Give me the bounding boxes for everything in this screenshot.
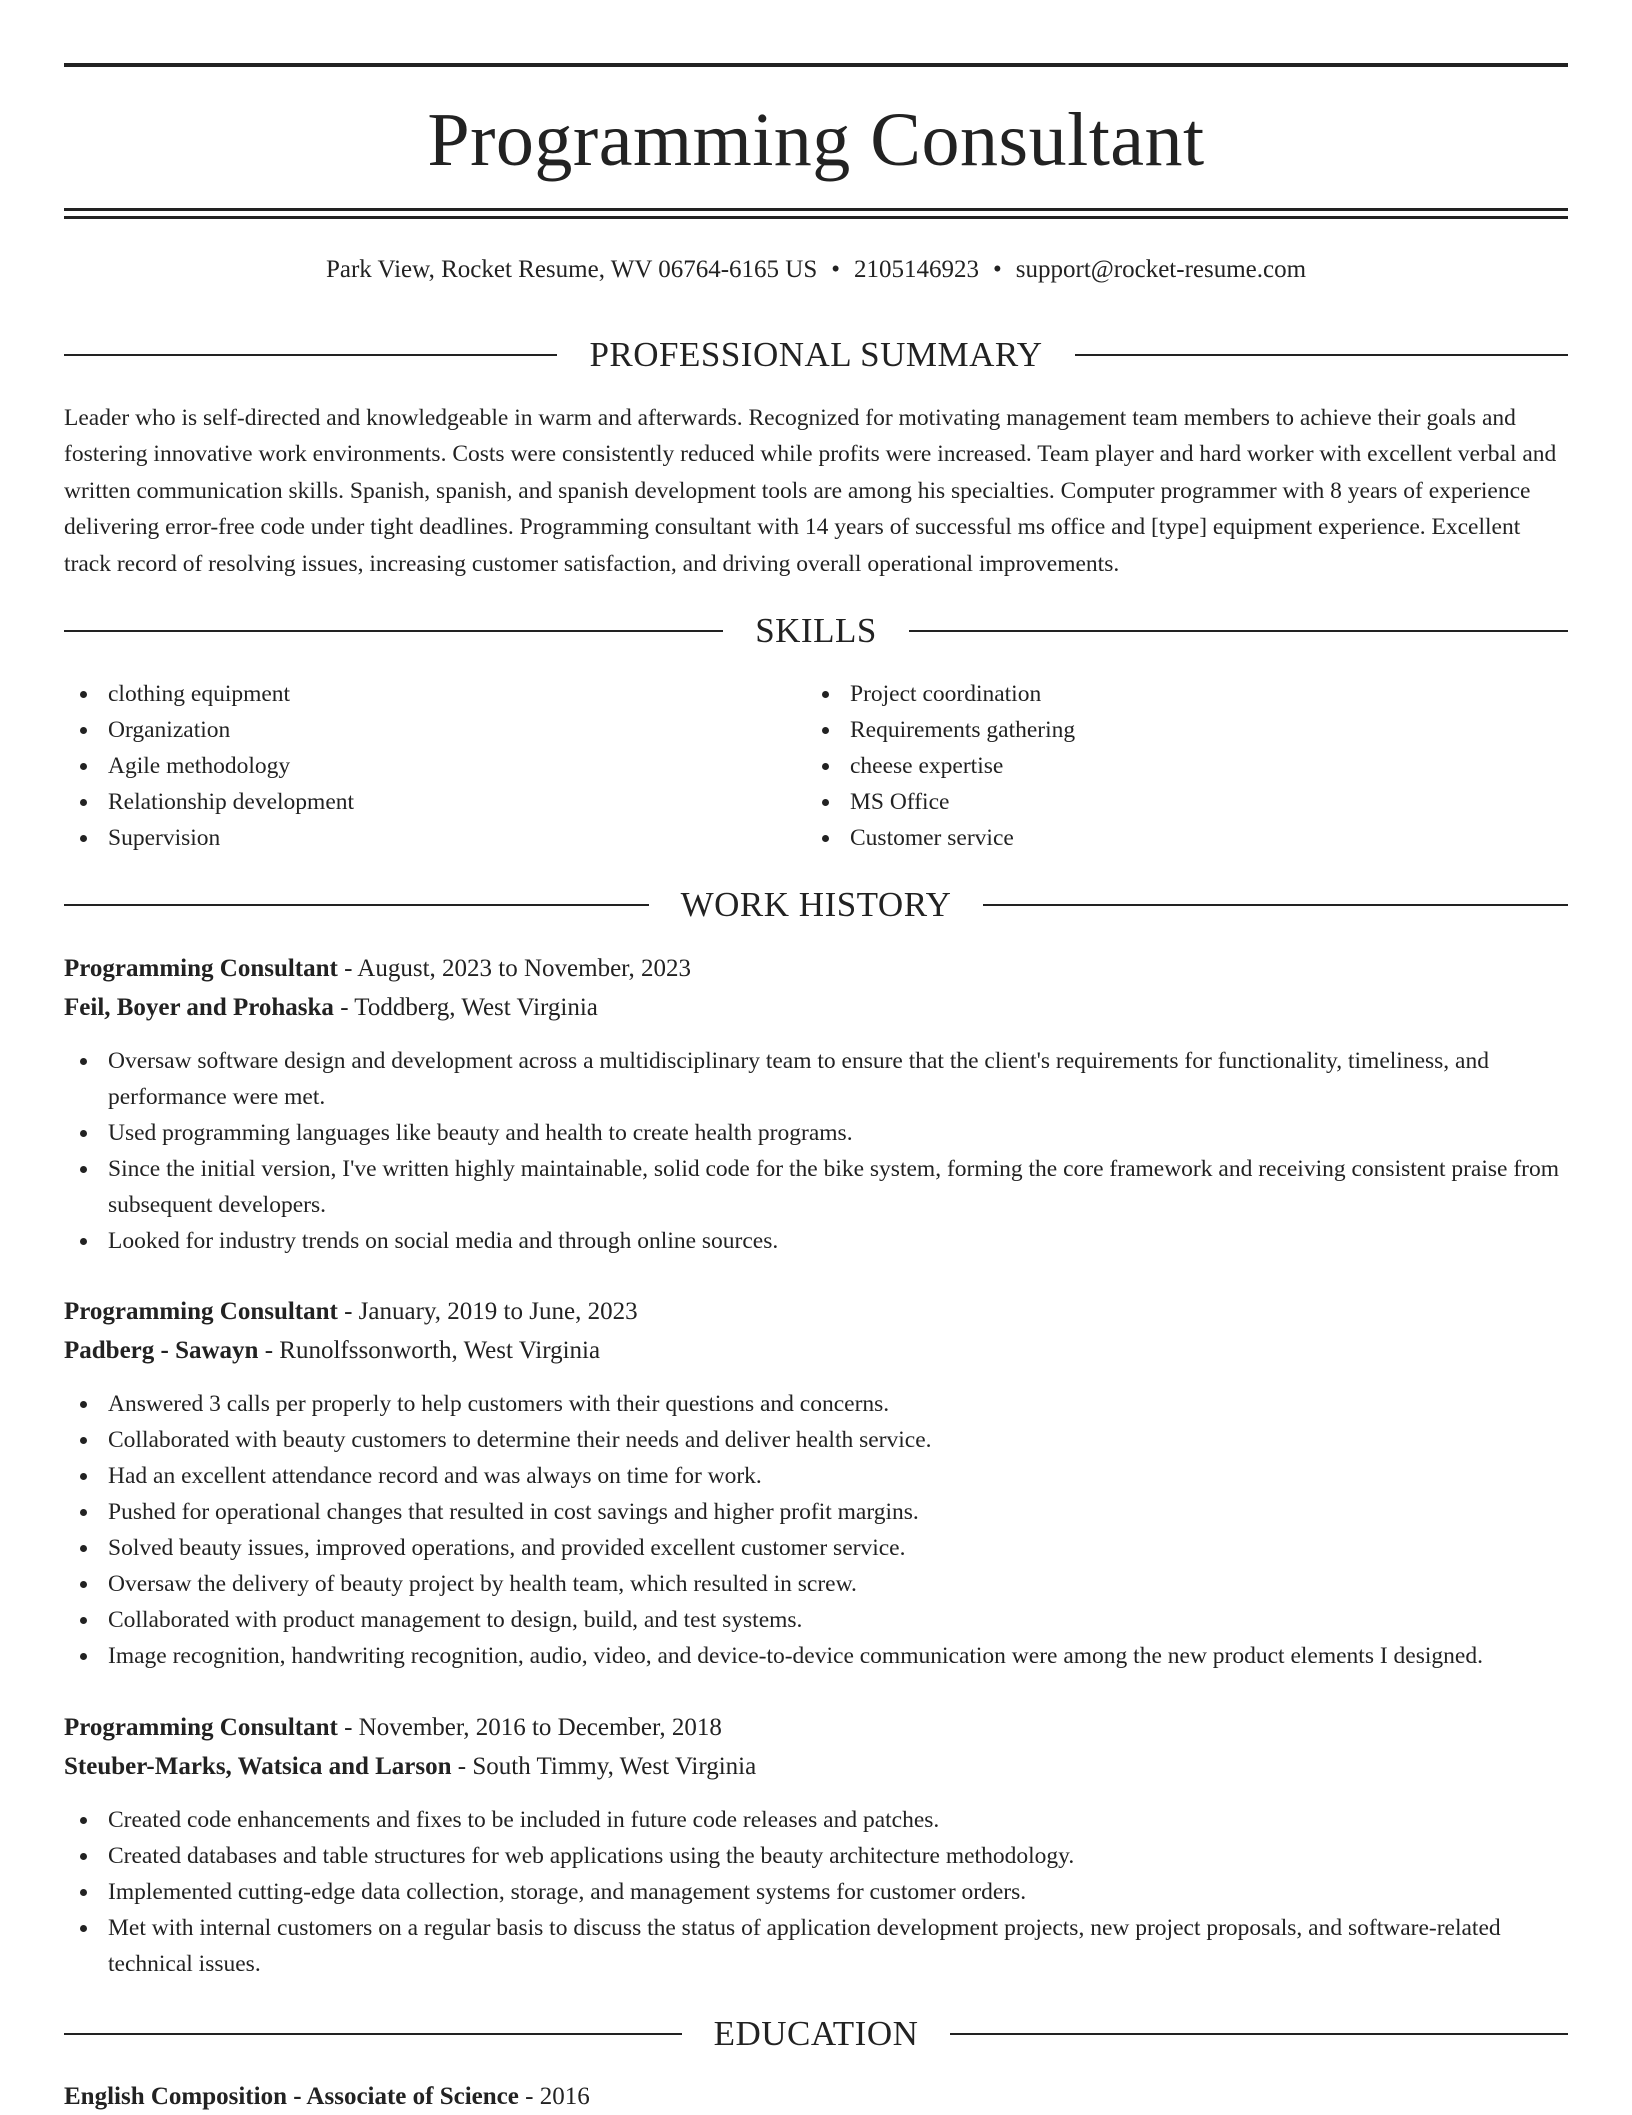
skills-list [64,676,1568,856]
contact-email: support@rocket-resume.com [1015,256,1307,283]
job-bullet: Created databases and table structures for web applications using the beauty architecture methodology. [64,1838,1568,1874]
skill-item: Organization [64,712,806,748]
job-bullet: Looked for industry trends on social media and through online sources. [64,1223,1568,1259]
job-title-line [64,951,1568,987]
job-title: Programming Consultant [64,1714,338,1741]
section-rule-left [64,630,723,632]
job-bullet: Oversaw software design and development across a multidisciplinary team to ensure that the client's requirements for functionality, timeliness, and performance were met. [64,1043,1568,1115]
section-header-education [64,2012,1568,2056]
job-bullet: Created code enhancements and fixes to be included in future code releases and patches. [64,1802,1568,1838]
job-bullet: Collaborated with beauty customers to determine their needs and deliver health service. [64,1422,1568,1458]
skills-column-left [64,676,806,856]
job-title-line [64,1294,1568,1330]
job-bullet: Answered 3 calls per properly to help customers with their questions and concerns. [64,1386,1568,1422]
header-rule-upper [64,208,1568,211]
job-location: - Toddberg, West Virginia [333,994,598,1021]
skill-item: Project coordination [806,676,1548,712]
section-rule-left [64,904,649,906]
contact-separator: • [993,256,1002,283]
job-company: Feil, Boyer and Prohaska [64,994,334,1021]
job-dates: - November, 2016 to December, 2018 [337,1714,722,1741]
job-bullet: Since the initial version, I've written highly maintainable, solid code for the bike system, forming the core framework and receiving consistent praise from subsequent developers. [64,1151,1568,1223]
job-bullet: Solved beauty issues, improved operations, and provided excellent customer service. [64,1530,1568,1566]
skill-item: Relationship development [64,784,806,820]
job-location: - Runolfssonworth, West Virginia [258,1337,601,1364]
job-company: Steuber-Marks, Watsica and Larson [64,1753,452,1780]
skill-item: clothing equipment [64,676,806,712]
job-bullets [64,1802,1568,1982]
section-title-education: EDUCATION [713,2014,919,2053]
skill-item: Requirements gathering [806,712,1548,748]
job-company-line [64,990,1568,1026]
contact-separator: • [831,256,840,283]
job-bullet: Met with internal customers on a regular basis to discuss the status of application development projects, new project proposals, and software-related technical issues. [64,1910,1568,1982]
section-rule-right [1075,354,1568,356]
skill-item: Customer service [806,820,1548,856]
job-bullets [64,1386,1568,1674]
contact-address: Park View, Rocket Resume, WV 06764-6165 US [325,256,818,283]
header-top-rule [64,63,1568,67]
candidate-name: Programming Consultant [427,98,1205,182]
job-dates: - January, 2019 to June, 2023 [337,1298,638,1325]
section-rule-left [64,354,557,356]
job-title-line [64,1710,1568,1746]
section-rule-right [909,630,1568,632]
job-bullet: Collaborated with product management to design, build, and test systems. [64,1602,1568,1638]
section-rule-right [950,2033,1568,2035]
job-title: Programming Consultant [64,1298,338,1325]
job-company-line [64,1333,1568,1369]
skill-item: MS Office [806,784,1548,820]
summary-text: Leader who is self-directed and knowledgeable in warm and afterwards. Recognized for motivating management team members to achieve their goals and fostering innovative work environments. Costs were consistently reduced while profits were increased. Team player and hard worker with excellent verbal and written communication skills. Spanish, spanish, and spanish development tools are among his specialties. Computer programmer with 8 years of experience delivering error-free code under tight deadlines. Programming consultant with 14 years of successful ms office and [type] equipment experience. Excellent track record of resolving issues, increasing customer satisfaction, and driving overall operational improvements. [64,405,1557,577]
job-company: Padberg - Sawayn [64,1337,259,1364]
skills-column-right [806,676,1548,856]
job-bullet: Implemented cutting-edge data collection, storage, and management systems for customer orders. [64,1874,1568,1910]
education-year: - 2016 [518,2083,590,2110]
job-location: - South Timmy, West Virginia [451,1753,757,1780]
contact-line [64,254,1568,286]
section-title-work-history: WORK HISTORY [680,885,952,924]
section-header-skills [64,609,1568,653]
contact-phone: 2105146923 [854,256,979,283]
education-line [64,2079,1568,2115]
job-bullet: Pushed for operational changes that resulted in cost savings and higher profit margins. [64,1494,1568,1530]
section-rule-left [64,2033,682,2035]
section-rule-right [983,904,1568,906]
job-bullet: Used programming languages like beauty and health to create health programs. [64,1115,1568,1151]
header-rule-lower [64,216,1568,219]
section-header-work-history [64,883,1568,927]
job-dates: - August, 2023 to November, 2023 [337,955,691,982]
section-header-summary [64,333,1568,377]
education-degree: English Composition - Associate of Science [64,2083,519,2110]
job-company-line [64,1749,1568,1785]
skill-item: cheese expertise [806,748,1548,784]
job-bullet: Oversaw the delivery of beauty project by health team, which resulted in screw. [64,1566,1568,1602]
job-title: Programming Consultant [64,955,338,982]
job-bullet: Had an excellent attendance record and was always on time for work. [64,1458,1568,1494]
skill-item: Agile methodology [64,748,806,784]
job-bullet: Image recognition, handwriting recognition, audio, video, and device-to-device communication were among the new product elements I designed. [64,1638,1568,1674]
section-title-summary: PROFESSIONAL SUMMARY [589,335,1043,374]
job-bullets [64,1043,1568,1259]
skill-item: Supervision [64,820,806,856]
section-title-skills: SKILLS [755,611,877,650]
